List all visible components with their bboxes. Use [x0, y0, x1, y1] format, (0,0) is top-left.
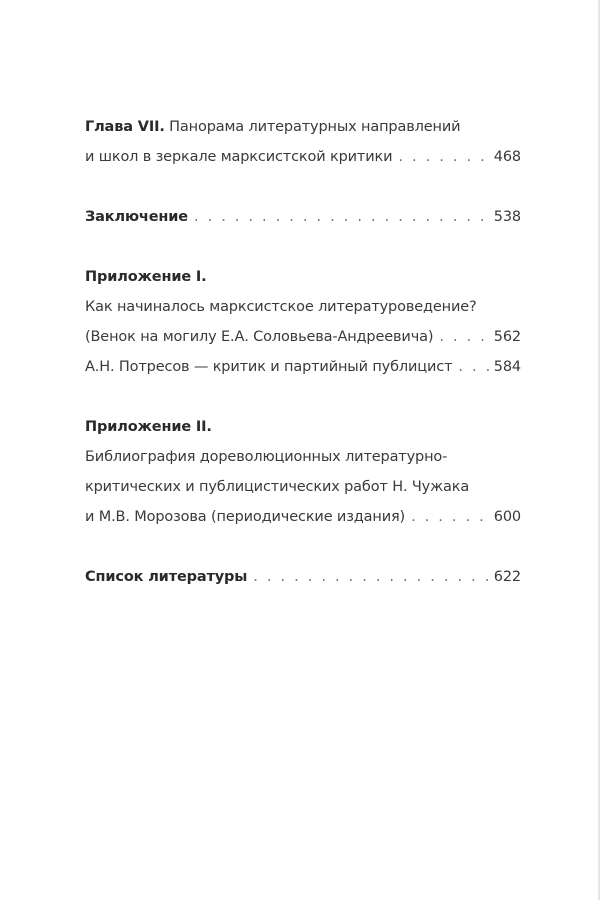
toc-entry-bibliography[interactable] — [85, 562, 521, 592]
spacer — [85, 382, 521, 412]
dot-leader — [452, 352, 490, 382]
bibliography-label: Список литературы — [85, 569, 248, 585]
conclusion-label: Заключение — [85, 209, 188, 225]
toc-entry-appendix-2[interactable] — [85, 412, 521, 532]
toc-line — [85, 262, 521, 292]
toc-line-with-leader — [85, 502, 521, 532]
toc-line-with-leader — [85, 142, 521, 172]
spacer — [85, 232, 521, 262]
dot-leader — [392, 142, 490, 172]
chapter-label: Глава VII. — [85, 119, 165, 135]
toc-line-with-leader — [85, 202, 521, 232]
toc-line — [85, 112, 521, 142]
chapter-title-line-1: Панорама литературных направлений — [169, 119, 461, 135]
toc-line-with-leader — [85, 352, 521, 382]
page-number: 584 — [491, 352, 521, 382]
dot-leader — [433, 322, 490, 352]
toc-entry-chapter-7[interactable] — [85, 112, 521, 172]
page-number: 600 — [491, 502, 521, 532]
subentry-title-line-1: Как начиналось марксистское литературоведение? — [85, 299, 477, 315]
toc-line — [85, 442, 521, 472]
toc-line — [85, 292, 521, 322]
appendix-2-title-line-3: и М.В. Морозова (периодические издания) — [85, 509, 406, 525]
dot-leader — [247, 562, 491, 592]
page-number: 468 — [491, 142, 521, 172]
subentry-title: А.Н. Потресов — критик и партийный публицист — [85, 359, 453, 375]
dot-leader — [405, 502, 491, 532]
appendix-2-title-line-1: Библиография дореволюционных литературно- — [85, 449, 448, 465]
toc-entry-conclusion[interactable] — [85, 202, 521, 232]
page-number: 622 — [491, 562, 521, 592]
spacer — [85, 172, 521, 202]
dot-leader — [188, 202, 491, 232]
toc-entry-appendix-1 — [85, 262, 521, 382]
page-number: 562 — [491, 322, 521, 352]
toc-subentry-appendix-1-item-1[interactable] — [85, 292, 521, 352]
toc-line-with-leader — [85, 322, 521, 352]
appendix-2-label: Приложение II. — [85, 419, 212, 435]
appendix-1-label: Приложение I. — [85, 269, 207, 285]
appendix-2-title-line-2: критических и публицистических работ Н. Чужака — [85, 479, 470, 495]
chapter-title-line-2: и школ в зеркале марксистской критики — [85, 149, 393, 165]
toc-line — [85, 412, 521, 442]
subentry-title-line-2: (Венок на могилу Е.А. Соловьева-Андреевича) — [85, 329, 434, 345]
toc-line-with-leader — [85, 562, 521, 592]
toc-subentry-appendix-1-item-2[interactable] — [85, 352, 521, 382]
spacer — [85, 532, 521, 562]
table-of-contents — [85, 112, 521, 592]
page-number: 538 — [491, 202, 521, 232]
toc-line — [85, 472, 521, 502]
